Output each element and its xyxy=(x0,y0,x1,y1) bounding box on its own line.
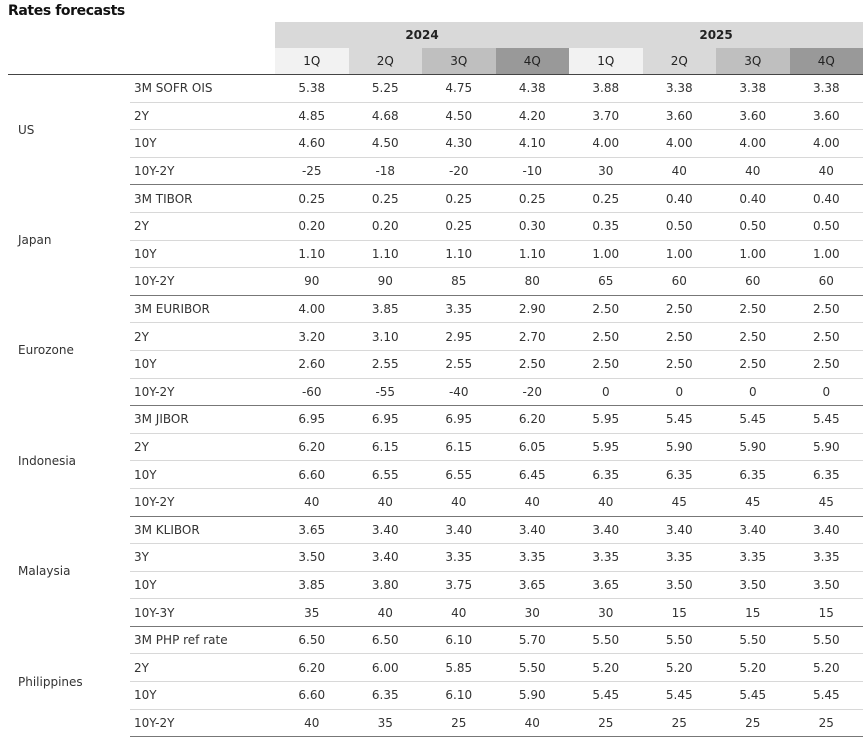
value-cell: 15 xyxy=(716,599,790,627)
value-cell: -25 xyxy=(275,157,349,185)
value-cell: 2.55 xyxy=(422,350,496,378)
table-row xyxy=(8,378,863,406)
table-row xyxy=(8,461,863,489)
value-cell: 40 xyxy=(275,488,349,516)
country-label: Indonesia xyxy=(18,453,77,468)
value-cell: 40 xyxy=(349,488,423,516)
value-cell: 0.40 xyxy=(643,185,717,213)
value-cell: 2.50 xyxy=(643,350,717,378)
value-cell: 2.70 xyxy=(496,323,570,351)
value-cell: 35 xyxy=(275,599,349,627)
value-cell: 5.50 xyxy=(790,626,864,654)
table-row xyxy=(8,240,863,268)
value-cell: 6.45 xyxy=(496,461,570,489)
year-header-2025: 2025 xyxy=(569,22,863,48)
metric-label: 2Y xyxy=(130,323,275,351)
value-cell: 6.60 xyxy=(275,461,349,489)
country-label: Philippines xyxy=(18,674,83,689)
value-cell: 0.50 xyxy=(790,212,864,240)
value-cell: 5.25 xyxy=(349,75,423,103)
country-label: US xyxy=(18,122,35,137)
value-cell: 3.40 xyxy=(349,544,423,572)
metric-label: 10Y xyxy=(130,130,275,158)
table-row xyxy=(8,102,863,130)
value-cell: 5.95 xyxy=(569,433,643,461)
value-cell: 3.50 xyxy=(790,571,864,599)
value-cell: 25 xyxy=(569,709,643,737)
value-cell: 3.38 xyxy=(790,75,864,103)
table-row xyxy=(8,350,863,378)
value-cell: 6.10 xyxy=(422,682,496,710)
value-cell: 40 xyxy=(349,599,423,627)
value-cell: 3.50 xyxy=(716,571,790,599)
value-cell: 30 xyxy=(496,599,570,627)
quarter-header: 2Q xyxy=(643,48,717,75)
value-cell: -55 xyxy=(349,378,423,406)
value-cell: 3.60 xyxy=(643,102,717,130)
value-cell: -20 xyxy=(422,157,496,185)
rates-forecast-table xyxy=(8,22,863,737)
metric-label: 3M JIBOR xyxy=(130,406,275,434)
metric-label: 2Y xyxy=(130,433,275,461)
value-cell: 4.20 xyxy=(496,102,570,130)
value-cell: 60 xyxy=(643,268,717,296)
value-cell: 6.35 xyxy=(569,461,643,489)
value-cell: 5.90 xyxy=(716,433,790,461)
value-cell: 3.60 xyxy=(790,102,864,130)
value-cell: -10 xyxy=(496,157,570,185)
value-cell: 45 xyxy=(716,488,790,516)
value-cell: 2.50 xyxy=(643,323,717,351)
table-row xyxy=(8,488,863,516)
value-cell: 1.00 xyxy=(790,240,864,268)
value-cell: 5.50 xyxy=(569,626,643,654)
value-cell: 0.25 xyxy=(496,185,570,213)
quarter-header: 4Q xyxy=(496,48,570,75)
value-cell: 6.95 xyxy=(275,406,349,434)
year-header-row xyxy=(8,22,863,48)
table-row xyxy=(8,75,863,103)
quarter-header-row xyxy=(8,48,863,75)
value-cell: 0 xyxy=(569,378,643,406)
value-cell: 6.05 xyxy=(496,433,570,461)
value-cell: 6.55 xyxy=(349,461,423,489)
value-cell: 6.20 xyxy=(496,406,570,434)
value-cell: 90 xyxy=(275,268,349,296)
value-cell: 2.95 xyxy=(422,323,496,351)
value-cell: 0 xyxy=(790,378,864,406)
value-cell: 4.60 xyxy=(275,130,349,158)
year-header-2024: 2024 xyxy=(275,22,569,48)
table-row xyxy=(8,544,863,572)
quarter-header: 2Q xyxy=(349,48,423,75)
value-cell: 4.00 xyxy=(275,295,349,323)
value-cell: 3.60 xyxy=(716,102,790,130)
value-cell: 15 xyxy=(790,599,864,627)
value-cell: 40 xyxy=(569,488,643,516)
value-cell: 5.45 xyxy=(643,406,717,434)
value-cell: 5.90 xyxy=(643,433,717,461)
value-cell: 80 xyxy=(496,268,570,296)
value-cell: 0.40 xyxy=(790,185,864,213)
value-cell: 3.35 xyxy=(569,544,643,572)
value-cell: 2.50 xyxy=(569,295,643,323)
value-cell: 0.35 xyxy=(569,212,643,240)
value-cell: 4.10 xyxy=(496,130,570,158)
value-cell: 2.50 xyxy=(716,350,790,378)
value-cell: 40 xyxy=(643,157,717,185)
value-cell: 5.45 xyxy=(716,406,790,434)
table-row xyxy=(8,268,863,296)
value-cell: 45 xyxy=(643,488,717,516)
value-cell: 90 xyxy=(349,268,423,296)
value-cell: 5.50 xyxy=(716,626,790,654)
value-cell: 6.00 xyxy=(349,654,423,682)
metric-label: 10Y xyxy=(130,350,275,378)
value-cell: 5.50 xyxy=(643,626,717,654)
value-cell: 3.70 xyxy=(569,102,643,130)
value-cell: 0.20 xyxy=(275,212,349,240)
value-cell: 6.10 xyxy=(422,626,496,654)
value-cell: 1.00 xyxy=(716,240,790,268)
value-cell: 2.90 xyxy=(496,295,570,323)
table-row xyxy=(8,516,863,544)
value-cell: 6.35 xyxy=(643,461,717,489)
value-cell: 2.50 xyxy=(716,295,790,323)
value-cell: 0.25 xyxy=(422,212,496,240)
value-cell: 2.60 xyxy=(275,350,349,378)
value-cell: 3.50 xyxy=(643,571,717,599)
value-cell: 6.50 xyxy=(349,626,423,654)
value-cell: 40 xyxy=(275,709,349,737)
value-cell: -20 xyxy=(496,378,570,406)
header-spacer xyxy=(8,22,275,48)
value-cell: 3.10 xyxy=(349,323,423,351)
metric-label: 3M PHP ref rate xyxy=(130,626,275,654)
value-cell: 3.35 xyxy=(422,295,496,323)
table-row xyxy=(8,295,863,323)
value-cell: 0.25 xyxy=(349,185,423,213)
value-cell: 3.40 xyxy=(422,516,496,544)
value-cell: 3.40 xyxy=(790,516,864,544)
value-cell: 4.38 xyxy=(496,75,570,103)
value-cell: 4.00 xyxy=(643,130,717,158)
value-cell: 15 xyxy=(643,599,717,627)
value-cell: 85 xyxy=(422,268,496,296)
value-cell: 5.90 xyxy=(496,682,570,710)
value-cell: 0 xyxy=(643,378,717,406)
metric-label: 10Y-2Y xyxy=(130,157,275,185)
metric-label: 10Y xyxy=(130,240,275,268)
value-cell: 6.35 xyxy=(349,682,423,710)
country-label: Eurozone xyxy=(18,343,74,358)
value-cell: 2.50 xyxy=(790,295,864,323)
value-cell: 5.70 xyxy=(496,626,570,654)
value-cell: 4.30 xyxy=(422,130,496,158)
value-cell: 2.50 xyxy=(569,350,643,378)
value-cell: 3.20 xyxy=(275,323,349,351)
value-cell: 6.15 xyxy=(349,433,423,461)
value-cell: 5.90 xyxy=(790,433,864,461)
value-cell: 4.75 xyxy=(422,75,496,103)
value-cell: 25 xyxy=(790,709,864,737)
value-cell: 35 xyxy=(349,709,423,737)
value-cell: -60 xyxy=(275,378,349,406)
value-cell: 4.00 xyxy=(569,130,643,158)
value-cell: 4.85 xyxy=(275,102,349,130)
header-spacer xyxy=(8,48,275,75)
value-cell: 0.20 xyxy=(349,212,423,240)
value-cell: 6.55 xyxy=(422,461,496,489)
value-cell: 3.38 xyxy=(643,75,717,103)
metric-label: 10Y xyxy=(130,461,275,489)
value-cell: 0.50 xyxy=(716,212,790,240)
value-cell: 3.40 xyxy=(349,516,423,544)
value-cell: 5.85 xyxy=(422,654,496,682)
value-cell: 1.10 xyxy=(275,240,349,268)
table-row xyxy=(8,212,863,240)
value-cell: 4.00 xyxy=(716,130,790,158)
table-row xyxy=(8,406,863,434)
table-body xyxy=(8,75,863,737)
value-cell: 4.50 xyxy=(422,102,496,130)
value-cell: 6.20 xyxy=(275,433,349,461)
metric-label: 10Y-2Y xyxy=(130,268,275,296)
value-cell: 6.60 xyxy=(275,682,349,710)
metric-label: 10Y-2Y xyxy=(130,709,275,737)
value-cell: 0.30 xyxy=(496,212,570,240)
value-cell: 1.00 xyxy=(569,240,643,268)
quarter-header: 3Q xyxy=(422,48,496,75)
quarter-header: 3Q xyxy=(716,48,790,75)
value-cell: 3.35 xyxy=(496,544,570,572)
value-cell: 0.25 xyxy=(422,185,496,213)
value-cell: 40 xyxy=(422,599,496,627)
value-cell: 6.15 xyxy=(422,433,496,461)
value-cell: 2.50 xyxy=(790,323,864,351)
value-cell: 6.95 xyxy=(422,406,496,434)
table-row xyxy=(8,599,863,627)
table-row xyxy=(8,433,863,461)
metric-label: 2Y xyxy=(130,654,275,682)
quarter-header: 1Q xyxy=(275,48,349,75)
value-cell: 4.68 xyxy=(349,102,423,130)
value-cell: 3.40 xyxy=(569,516,643,544)
value-cell: 2.50 xyxy=(643,295,717,323)
value-cell: 0.25 xyxy=(275,185,349,213)
metric-label: 10Y-3Y xyxy=(130,599,275,627)
table-row xyxy=(8,709,863,737)
metric-label: 3M EURIBOR xyxy=(130,295,275,323)
value-cell: 3.35 xyxy=(422,544,496,572)
value-cell: 5.20 xyxy=(643,654,717,682)
metric-label: 3M KLIBOR xyxy=(130,516,275,544)
value-cell: 65 xyxy=(569,268,643,296)
metric-label: 2Y xyxy=(130,212,275,240)
value-cell: 5.95 xyxy=(569,406,643,434)
value-cell: 40 xyxy=(496,488,570,516)
value-cell: 5.20 xyxy=(790,654,864,682)
quarter-header: 4Q xyxy=(790,48,864,75)
value-cell: 30 xyxy=(569,157,643,185)
value-cell: 3.38 xyxy=(716,75,790,103)
value-cell: 3.65 xyxy=(569,571,643,599)
value-cell: 40 xyxy=(422,488,496,516)
metric-label: 10Y xyxy=(130,682,275,710)
value-cell: -40 xyxy=(422,378,496,406)
table-row xyxy=(8,323,863,351)
value-cell: 1.00 xyxy=(643,240,717,268)
value-cell: 6.35 xyxy=(716,461,790,489)
value-cell: 4.00 xyxy=(790,130,864,158)
value-cell: 25 xyxy=(422,709,496,737)
value-cell: 1.10 xyxy=(422,240,496,268)
value-cell: 5.20 xyxy=(716,654,790,682)
value-cell: 3.40 xyxy=(643,516,717,544)
metric-label: 10Y xyxy=(130,571,275,599)
value-cell: 5.20 xyxy=(569,654,643,682)
value-cell: 40 xyxy=(790,157,864,185)
table-row xyxy=(8,130,863,158)
value-cell: 5.50 xyxy=(496,654,570,682)
value-cell: 0.50 xyxy=(643,212,717,240)
value-cell: 40 xyxy=(496,709,570,737)
metric-label: 10Y-2Y xyxy=(130,488,275,516)
value-cell: 2.50 xyxy=(496,350,570,378)
value-cell: 25 xyxy=(716,709,790,737)
value-cell: 6.95 xyxy=(349,406,423,434)
table-row xyxy=(8,626,863,654)
value-cell: 3.40 xyxy=(496,516,570,544)
value-cell: 3.85 xyxy=(275,571,349,599)
value-cell: 6.35 xyxy=(790,461,864,489)
value-cell: 3.65 xyxy=(496,571,570,599)
value-cell: 2.50 xyxy=(569,323,643,351)
value-cell: 2.50 xyxy=(716,323,790,351)
value-cell: 3.80 xyxy=(349,571,423,599)
value-cell: 3.88 xyxy=(569,75,643,103)
metric-label: 2Y xyxy=(130,102,275,130)
value-cell: 2.50 xyxy=(790,350,864,378)
country-label: Malaysia xyxy=(18,564,71,579)
value-cell: 5.38 xyxy=(275,75,349,103)
metric-label: 3Y xyxy=(130,544,275,572)
value-cell: 1.10 xyxy=(349,240,423,268)
value-cell: 5.45 xyxy=(716,682,790,710)
metric-label: 10Y-2Y xyxy=(130,378,275,406)
value-cell: 0.25 xyxy=(569,185,643,213)
value-cell: 3.75 xyxy=(422,571,496,599)
value-cell: 45 xyxy=(790,488,864,516)
value-cell: 5.45 xyxy=(790,406,864,434)
value-cell: 3.35 xyxy=(790,544,864,572)
quarter-header: 1Q xyxy=(569,48,643,75)
value-cell: 6.50 xyxy=(275,626,349,654)
table-row xyxy=(8,571,863,599)
value-cell: -18 xyxy=(349,157,423,185)
value-cell: 3.65 xyxy=(275,516,349,544)
metric-label: 3M SOFR OIS xyxy=(130,75,275,103)
value-cell: 6.20 xyxy=(275,654,349,682)
value-cell: 3.85 xyxy=(349,295,423,323)
value-cell: 3.40 xyxy=(716,516,790,544)
value-cell: 25 xyxy=(643,709,717,737)
metric-label: 3M TIBOR xyxy=(130,185,275,213)
value-cell: 4.50 xyxy=(349,130,423,158)
value-cell: 5.45 xyxy=(790,682,864,710)
page-title: Rates forecasts xyxy=(8,3,125,19)
value-cell: 40 xyxy=(716,157,790,185)
value-cell: 60 xyxy=(790,268,864,296)
value-cell: 3.35 xyxy=(716,544,790,572)
table-row xyxy=(8,157,863,185)
value-cell: 5.45 xyxy=(569,682,643,710)
value-cell: 0.40 xyxy=(716,185,790,213)
value-cell: 60 xyxy=(716,268,790,296)
table-row xyxy=(8,654,863,682)
value-cell: 1.10 xyxy=(496,240,570,268)
value-cell: 30 xyxy=(569,599,643,627)
table-row xyxy=(8,682,863,710)
value-cell: 5.45 xyxy=(643,682,717,710)
value-cell: 0 xyxy=(716,378,790,406)
country-label: Japan xyxy=(18,233,52,248)
value-cell: 2.55 xyxy=(349,350,423,378)
value-cell: 3.35 xyxy=(643,544,717,572)
value-cell: 3.50 xyxy=(275,544,349,572)
table-row xyxy=(8,185,863,213)
